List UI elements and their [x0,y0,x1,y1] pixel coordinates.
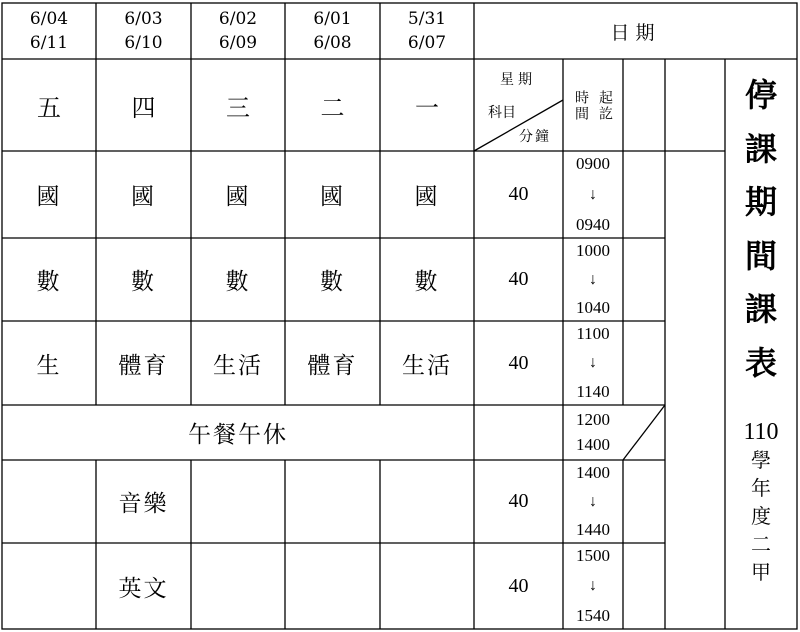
subject-cell [285,543,380,629]
subject-cell [285,460,380,543]
subject-cell [191,543,285,629]
grade-char: 二 [751,532,771,556]
minutes-cell: 40 [508,183,529,205]
start-time: 0900 [576,154,610,173]
school-year: 110 [743,419,779,445]
time-cell [563,405,623,460]
weekday-label: 星期 [500,72,536,88]
down-arrow-icon: ↓ [589,492,597,510]
weekday-thu: 四 [131,93,156,122]
subject-cell: 體育 [307,352,358,379]
subject-cell: 英文 [118,575,169,602]
title-char: 期 [744,183,777,222]
date-b: 6/07 [407,33,447,53]
subject-cell: 體育 [118,352,169,379]
subject-cell: 國 [36,184,62,210]
time-cell [563,238,623,321]
date-cell-wed [191,3,285,59]
subject-cell: 生活 [402,352,452,379]
end-time: 0940 [576,215,610,234]
title-char: 課 [744,290,777,329]
time-label-1: 時間 [573,90,589,122]
date-b: 6/09 [218,33,258,53]
date-header-label: 日期 [610,21,661,44]
date-a: 5/31 [407,9,447,29]
date-b: 6/11 [29,33,69,53]
date-a: 6/04 [29,9,69,29]
time-cell [563,321,623,405]
end-time: 1400 [576,434,610,454]
end-time: 1040 [576,298,610,317]
start-time: 1500 [576,546,610,565]
subject-cell: 數 [36,269,62,295]
subject-cell: 國 [414,184,440,210]
subject-cell: 數 [320,269,345,295]
date-cell-mon [380,3,474,59]
subject-cell: 國 [225,184,251,210]
minutes-cell: 40 [508,268,529,290]
date-b: 6/08 [313,33,352,53]
minutes-cell: 40 [508,574,529,597]
subject-cell [2,543,96,629]
start-time: 1200 [576,410,610,430]
date-b: 6/10 [124,33,163,53]
class-label [725,418,797,598]
down-arrow-icon: ↓ [589,270,597,288]
subject-cell: 國 [320,184,345,210]
subject-cell [380,460,474,543]
start-time: 1100 [576,324,610,343]
subject-cell: 音樂 [118,491,169,517]
title-char: 表 [744,343,777,382]
time-cell [563,543,623,629]
date-a: 6/03 [124,9,163,29]
subject-cell: 數 [225,269,251,295]
weekday-mon: 一 [415,93,439,122]
date-cell-thu [96,3,191,59]
subject-cell [191,460,285,543]
date-a: 6/02 [218,9,258,29]
grade-char: 學 [751,448,771,472]
end-time: 1440 [576,520,610,539]
minutes-label: 分鐘 [519,129,551,145]
subject-cell: 生活 [213,352,263,379]
subject-cell: 數 [414,269,440,295]
date-a: 6/01 [313,9,352,29]
subject-label: 科目 [488,105,516,121]
title-char: 停 [744,76,777,114]
lunch-break-cell: 午餐午休 [188,422,288,448]
subject-cell: 數 [131,269,156,295]
down-arrow-icon: ↓ [589,185,597,203]
date-cell-tue [285,3,380,59]
weekday-tue: 二 [320,93,345,122]
date-cell-fri [2,3,96,59]
page-title [725,62,797,392]
subject-cell [380,543,474,629]
time-cell [563,460,623,543]
minutes-cell: 40 [508,490,529,512]
down-arrow-icon: ↓ [589,577,597,594]
start-time: 1400 [576,463,610,482]
end-time: 1540 [576,606,610,625]
subject-cell: 生 [36,352,62,379]
start-time: 1000 [576,241,610,260]
time-label-2: 起訖 [597,90,613,122]
subject-cell: 國 [131,184,156,210]
grade-char: 甲 [751,560,771,584]
grade-char: 年 [751,476,771,500]
subject-cell [2,460,96,543]
end-time: 1140 [576,382,610,401]
weekday-wed: 三 [226,93,250,122]
down-arrow-icon: ↓ [589,354,597,371]
grade-char: 度 [751,504,771,528]
title-char: 課 [744,129,777,168]
time-cell [563,151,623,238]
minutes-cell: 40 [508,351,529,374]
weekday-fri: 五 [37,93,61,122]
title-char: 間 [744,236,777,275]
